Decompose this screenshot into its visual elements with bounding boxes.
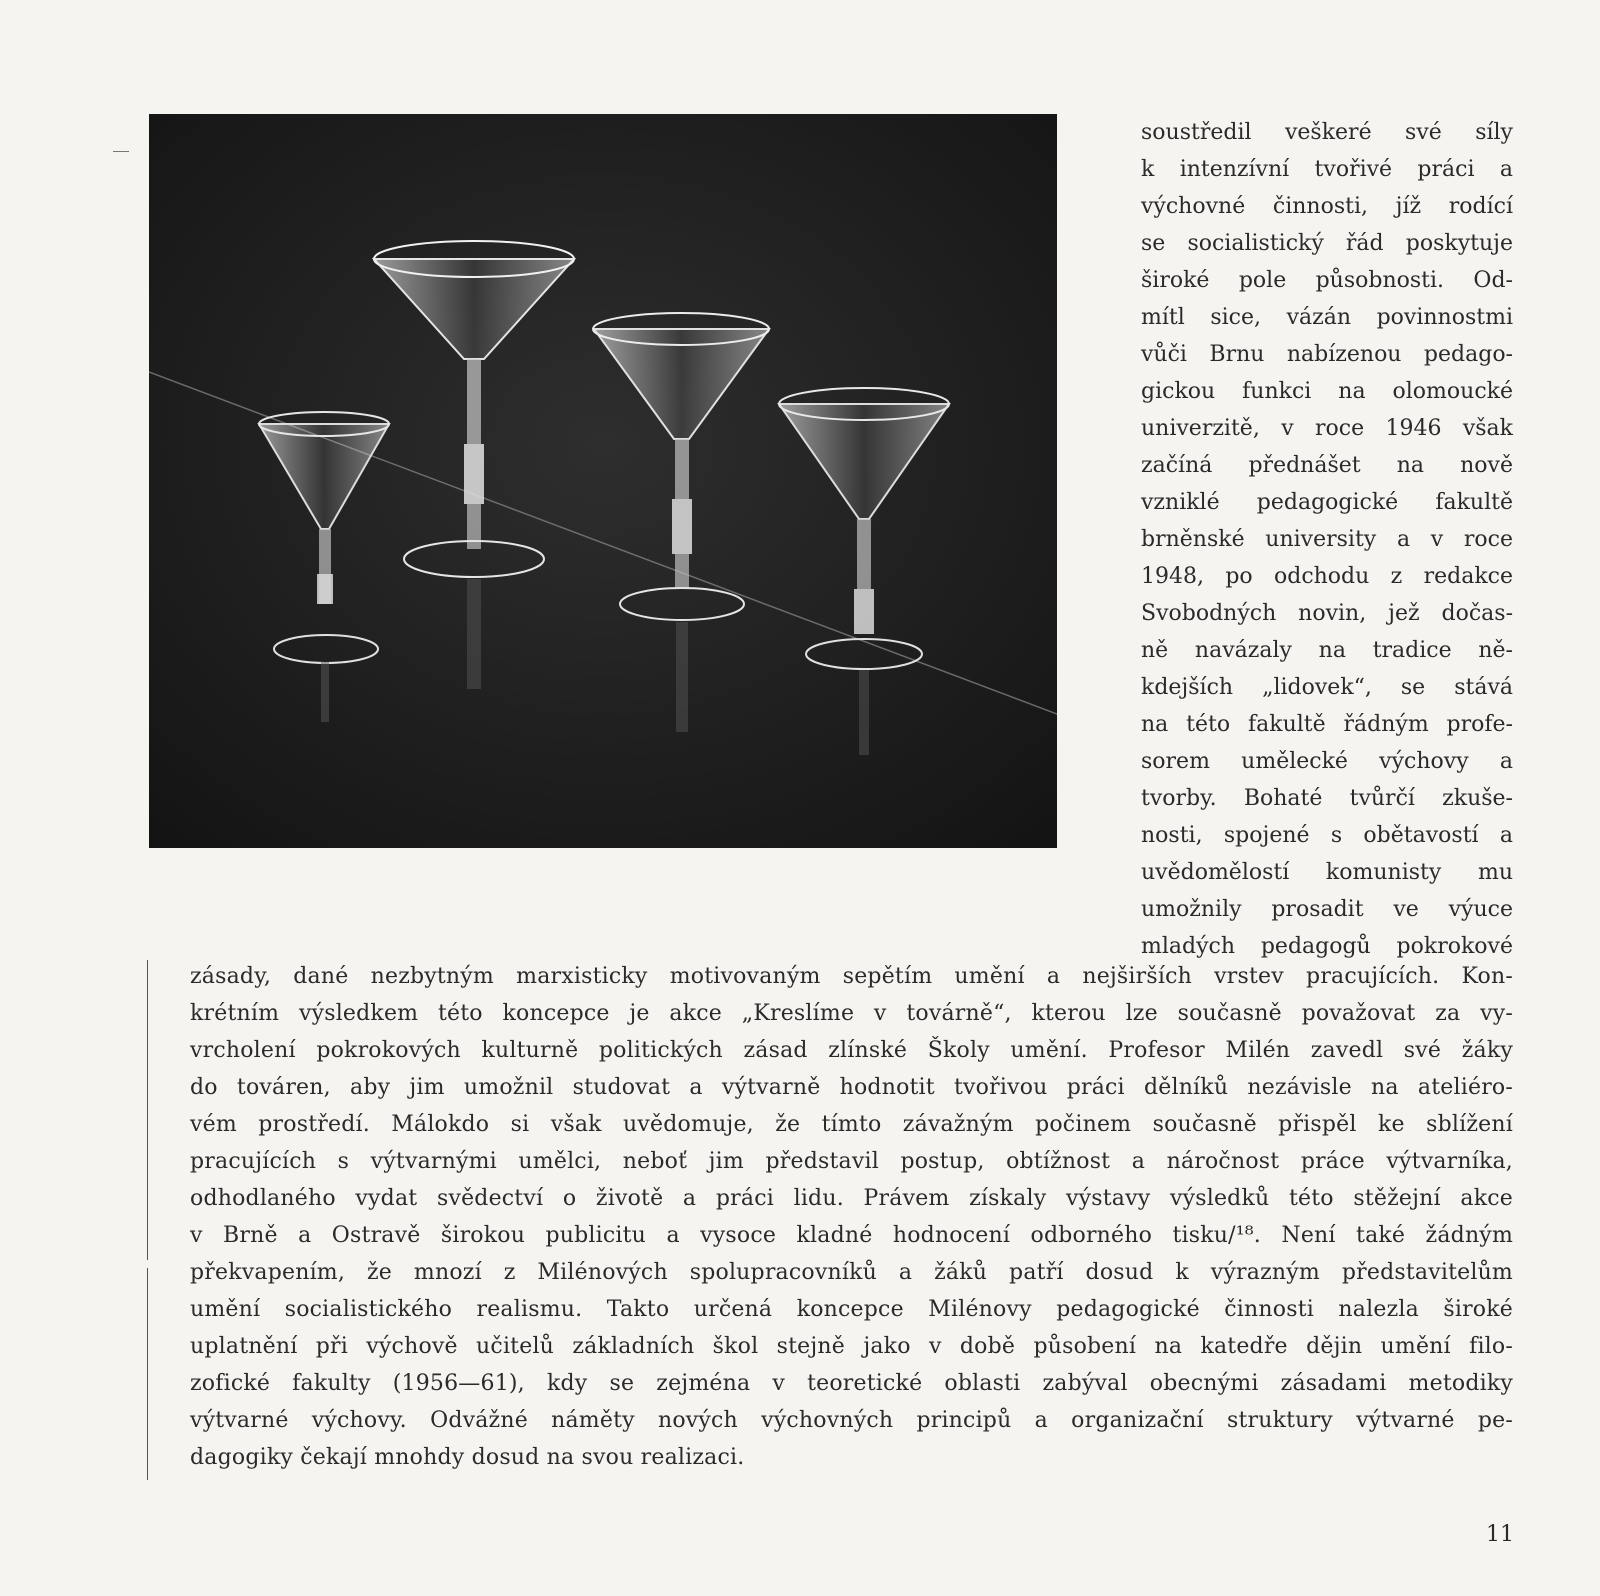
text-line: soustředil veškeré své síly	[1141, 120, 1513, 145]
text-line: výchovné činnosti, jíž rodící	[1141, 194, 1513, 219]
text-line: výtvarné výchovy. Odvážné náměty nových výchovných principů a organizační struktury výtvarné pe-	[190, 1408, 1513, 1433]
text-line: se socialistický řád poskytuje	[1141, 231, 1513, 256]
text-line: zofické fakulty (1956—61), kdy se zejména v teoretické oblasti zabýval obecnými zásadami metodiky	[190, 1371, 1513, 1396]
text-line: 1948, po odchodu z redakce	[1141, 564, 1513, 589]
page-number: 11	[1486, 1522, 1514, 1547]
main-text-column	[190, 958, 1513, 1476]
text-line: široké pole působnosti. Od-	[1141, 268, 1513, 293]
text-line: brněnské university a v roce	[1141, 527, 1513, 552]
text-line: vůči Brnu nabízenou pedago-	[1141, 342, 1513, 367]
text-line: uplatnění při výchově učitelů základních škol stejně jako v době působení na katedře dějin umění filo-	[190, 1334, 1513, 1359]
text-line: sorem umělecké výchovy a	[1141, 749, 1513, 774]
text-line: kdejších „lidovek“, se stává	[1141, 675, 1513, 700]
text-line: v Brně a Ostravě širokou publicitu a vysoce kladné hodnocení odborného tisku/¹⁸. Není také žádným	[190, 1223, 1513, 1248]
text-line: Svobodných novin, jež dočas-	[1141, 601, 1513, 626]
glasses-photo-illustration	[149, 114, 1057, 848]
margin-rule-upper	[147, 960, 148, 1260]
text-line: překvapením, že mnozí z Milénových spolupracovníků a žáků patří dosud k výrazným představitelům	[190, 1260, 1513, 1285]
glasses-photograph	[149, 114, 1057, 848]
text-line: začíná přednášet na nově	[1141, 453, 1513, 478]
text-line: mladých pedagogů pokrokové	[1141, 934, 1513, 959]
text-line: do továren, aby jim umožnil studovat a výtvarně hodnotit tvořivou práci dělníků nezávisle na ateliéro-	[190, 1075, 1513, 1100]
text-line: umění socialistického realismu. Takto určená koncepce Milénovy pedagogické činnosti nalezla široké	[190, 1297, 1513, 1322]
text-line: k intenzívní tvořivé práci a	[1141, 157, 1513, 182]
text-line: na této fakultě řádným profe-	[1141, 712, 1513, 737]
text-line: mítl sice, vázán povinnostmi	[1141, 305, 1513, 330]
text-line: vém prostředí. Málokdo si však uvědomuje, že tímto závažným počinem současně přispěl ke sblížení	[190, 1112, 1513, 1137]
text-line: zásady, dané nezbytným marxisticky motivovaným sepětím umění a nejširších vrstev pracujících. Kon-	[190, 964, 1513, 989]
text-line: univerzitě, v roce 1946 však	[1141, 416, 1513, 441]
text-line: nosti, spojené s obětavostí a	[1141, 823, 1513, 848]
text-line: krétním výsledkem této koncepce je akce „Kreslíme v továrně“, kterou lze současně považovat za vy-	[190, 1001, 1513, 1026]
text-line: umožnily prosadit ve výuce	[1141, 897, 1513, 922]
margin-tick-mark	[113, 151, 129, 152]
text-line: pracujících s výtvarnými umělci, neboť jim představil postup, obtížnost a náročnost práce výtvarníka,	[190, 1149, 1513, 1174]
text-line: odhodlaného vydat svědectví o životě a práci lidu. Právem získaly výstavy výsledků této stěžejní akce	[190, 1186, 1513, 1211]
text-line: vrcholení pokrokových kulturně politických zásad zlínské Školy umění. Profesor Milén zavedl své žáky	[190, 1038, 1513, 1063]
text-line: gickou funkci na olomoucké	[1141, 379, 1513, 404]
margin-rule-lower	[147, 1268, 148, 1480]
text-line: vzniklé pedagogické fakultě	[1141, 490, 1513, 515]
text-line: tvorby. Bohaté tvůrčí zkuše-	[1141, 786, 1513, 811]
text-line: dagogiky čekají mnohdy dosud na svou realizaci.	[190, 1445, 745, 1470]
text-line: ně navázaly na tradice ně-	[1141, 638, 1513, 663]
text-line: uvědomělostí komunisty mu	[1141, 860, 1513, 885]
side-text-column	[1141, 114, 1513, 965]
